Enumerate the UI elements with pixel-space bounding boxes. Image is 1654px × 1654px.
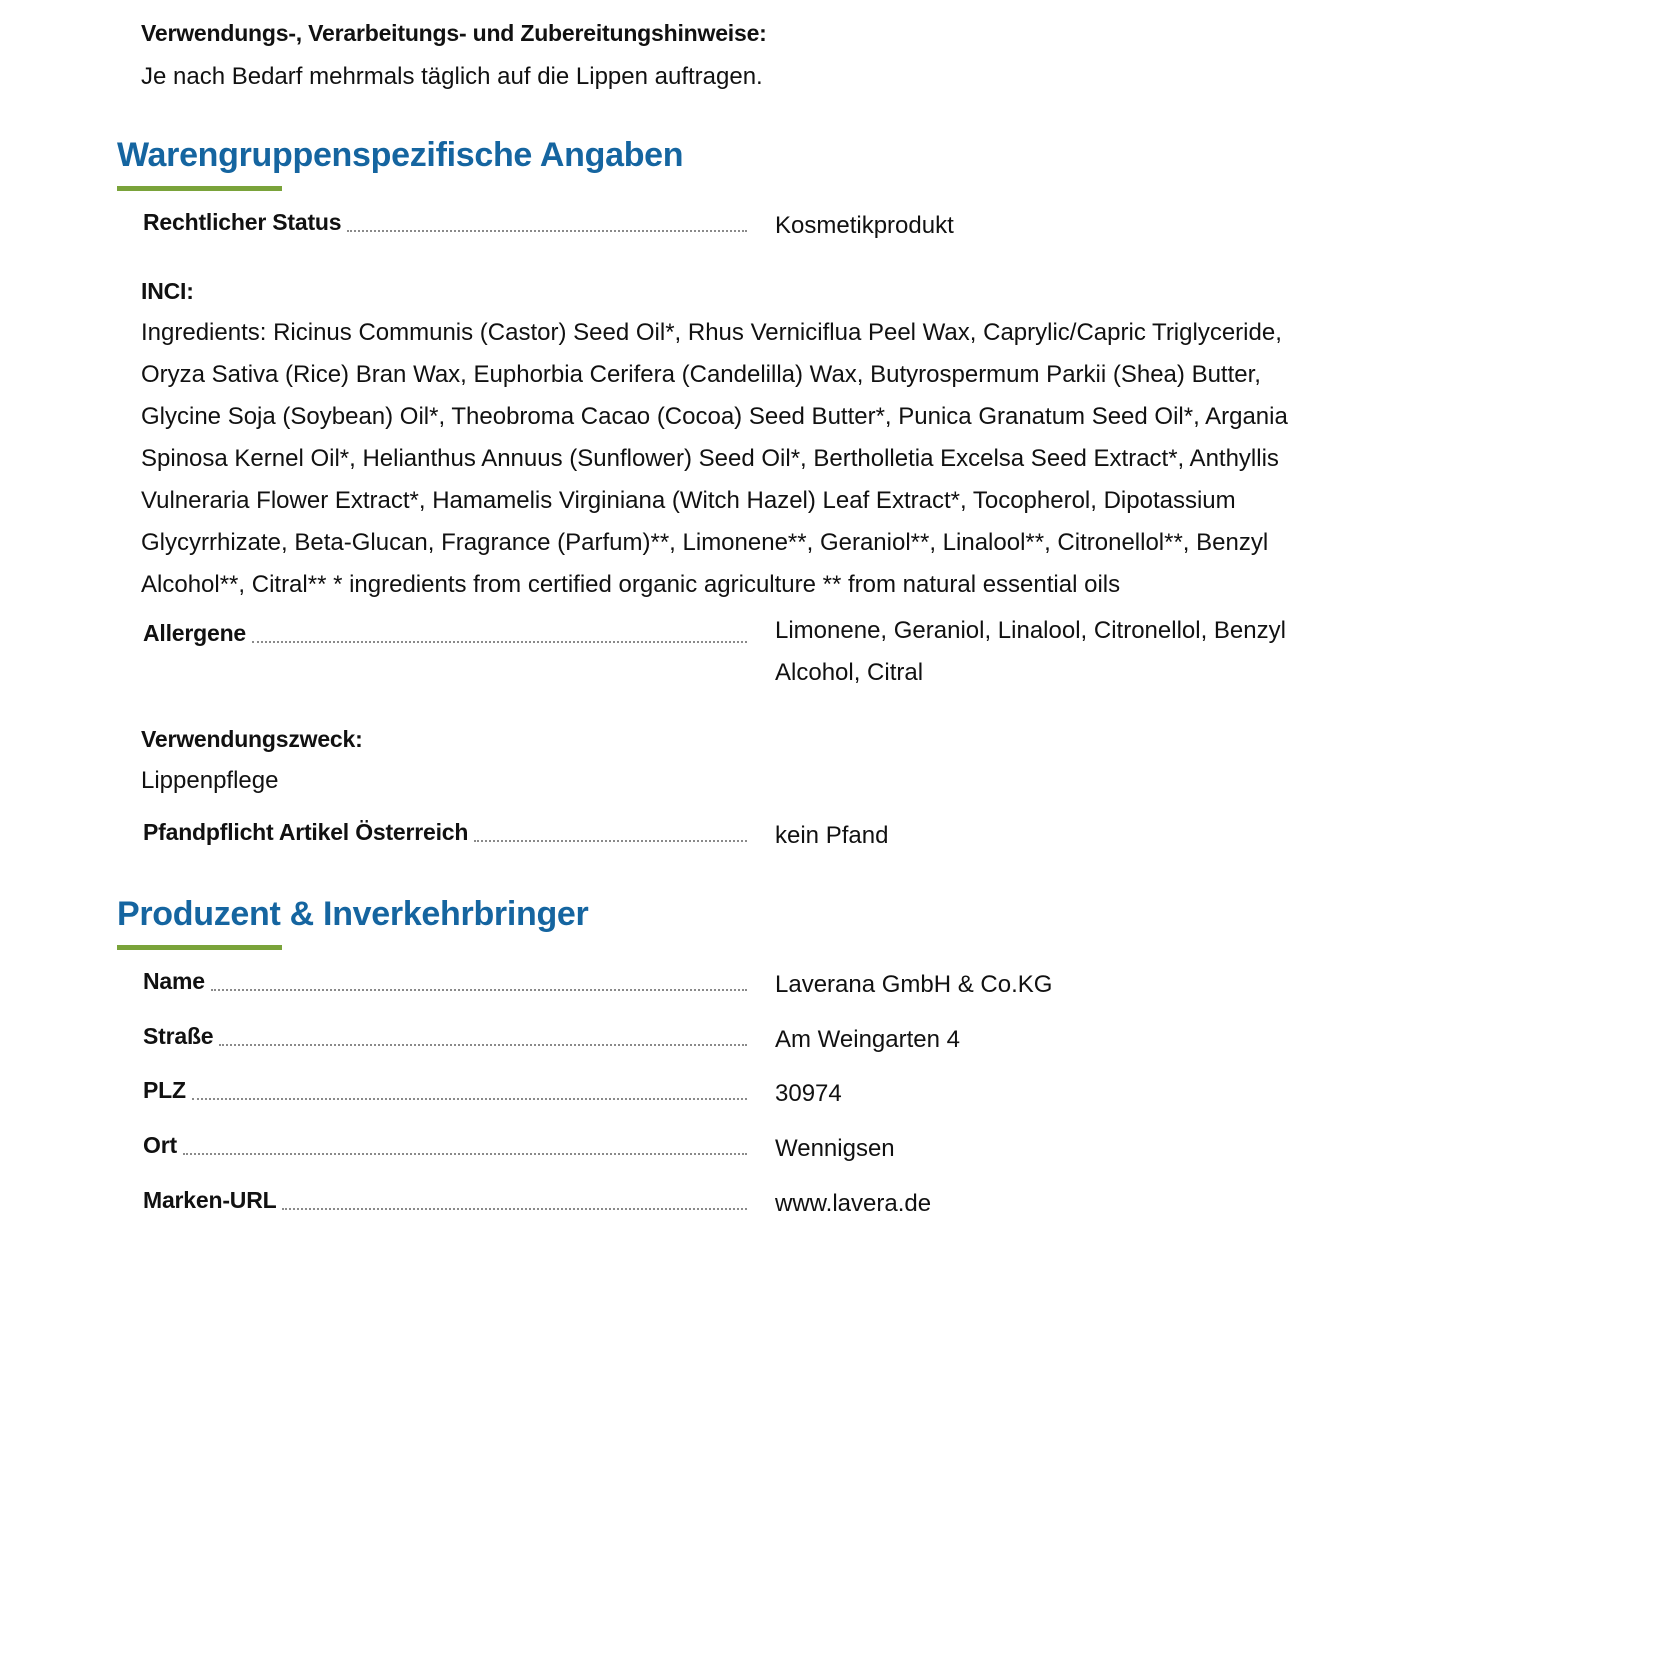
deposit-label: Pfandpflicht Artikel Österreich (143, 817, 474, 847)
row-key (143, 618, 747, 648)
producer-zip-label: PLZ (143, 1075, 192, 1105)
allergens-line: Alcohol, Citral (775, 659, 924, 686)
dotted-leader (282, 1208, 747, 1210)
allergens-line: Limonene, Geraniol, Linalool, Citronellol, Benzyl (775, 617, 1286, 644)
row-key (143, 1185, 747, 1215)
dotted-leader (219, 1044, 747, 1046)
row-producer-city (143, 1130, 1383, 1170)
dotted-leader (183, 1153, 747, 1155)
inci-line: Alcohol**, Citral** * ingredients from certified organic agriculture ** from natural essential oils (141, 571, 1121, 598)
section-underline (117, 186, 282, 191)
inci-line: Vulneraria Flower Extract*, Hamamelis Virginiana (Witch Hazel) Leaf Extract*, Tocopherol, Dipotassium (141, 487, 1236, 514)
purpose-text: Lippenpflege (141, 767, 279, 794)
deposit-value: kein Pfand (775, 822, 889, 849)
dotted-leader (474, 840, 747, 842)
row-key (143, 1075, 747, 1105)
row-producer-name (143, 966, 1383, 1006)
producer-city-value: Wennigsen (775, 1135, 895, 1162)
row-key (143, 817, 747, 847)
brand-url-value[interactable]: www.lavera.de (775, 1190, 932, 1217)
row-producer-street (143, 1021, 1383, 1061)
legal-status-label: Rechtlicher Status (143, 207, 347, 237)
row-legal-status (143, 207, 1383, 247)
producer-name-label: Name (143, 966, 211, 996)
inci-line: Ingredients: Ricinus Communis (Castor) Seed Oil*, Rhus Verniciflua Peel Wax, Caprylic/Capric Triglyceride, (141, 319, 1282, 346)
producer-zip-value: 30974 (775, 1080, 842, 1107)
allergens-value (775, 610, 1286, 694)
inci-text (141, 312, 1288, 606)
inci-label: INCI: (141, 278, 194, 304)
row-producer-zip (143, 1075, 1383, 1115)
section-title-producer: Produzent & Inverkehrbringer (117, 895, 589, 933)
dotted-leader (252, 641, 747, 643)
usage-instructions-text: Je nach Bedarf mehrmals täglich auf die Lippen auftragen. (141, 63, 763, 90)
producer-name-value: Laverana GmbH & Co.KG (775, 971, 1053, 998)
row-key (143, 1130, 747, 1160)
inci-line: Glycine Soja (Soybean) Oil*, Theobroma Cacao (Cocoa) Seed Butter*, Punica Granatum Seed Oil*, Argania (141, 403, 1288, 430)
purpose-label: Verwendungszweck: (141, 726, 363, 752)
row-key (143, 207, 747, 237)
brand-url-label: Marken-URL (143, 1185, 282, 1215)
producer-street-label: Straße (143, 1021, 219, 1051)
dotted-leader (192, 1098, 747, 1100)
row-key (143, 966, 747, 996)
inci-line: Glycyrrhizate, Beta-Glucan, Fragrance (Parfum)**, Limonene**, Geraniol**, Linalool**, Citronellol**, Benzyl (141, 529, 1269, 556)
dotted-leader (211, 989, 747, 991)
row-allergens (143, 618, 1383, 702)
row-deposit (143, 817, 1383, 857)
row-key (143, 1021, 747, 1051)
inci-line: Spinosa Kernel Oil*, Helianthus Annuus (Sunflower) Seed Oil*, Bertholletia Excelsa Seed Extract*, Anthyllis (141, 445, 1279, 472)
inci-line: Oryza Sativa (Rice) Bran Wax, Euphorbia Cerifera (Candelilla) Wax, Butyrospermum Parkii (Shea) Butter, (141, 361, 1261, 388)
row-brand-url (143, 1185, 1383, 1225)
section-title-specific: Warengruppenspezifische Angaben (117, 136, 684, 174)
legal-status-value: Kosmetikprodukt (775, 212, 954, 239)
producer-street-value: Am Weingarten 4 (775, 1026, 960, 1053)
producer-city-label: Ort (143, 1130, 183, 1160)
usage-instructions-label: Verwendungs-, Verarbeitungs- und Zubereitungshinweise: (141, 20, 767, 46)
dotted-leader (347, 230, 747, 232)
allergens-label: Allergene (143, 618, 252, 648)
section-underline (117, 945, 282, 950)
